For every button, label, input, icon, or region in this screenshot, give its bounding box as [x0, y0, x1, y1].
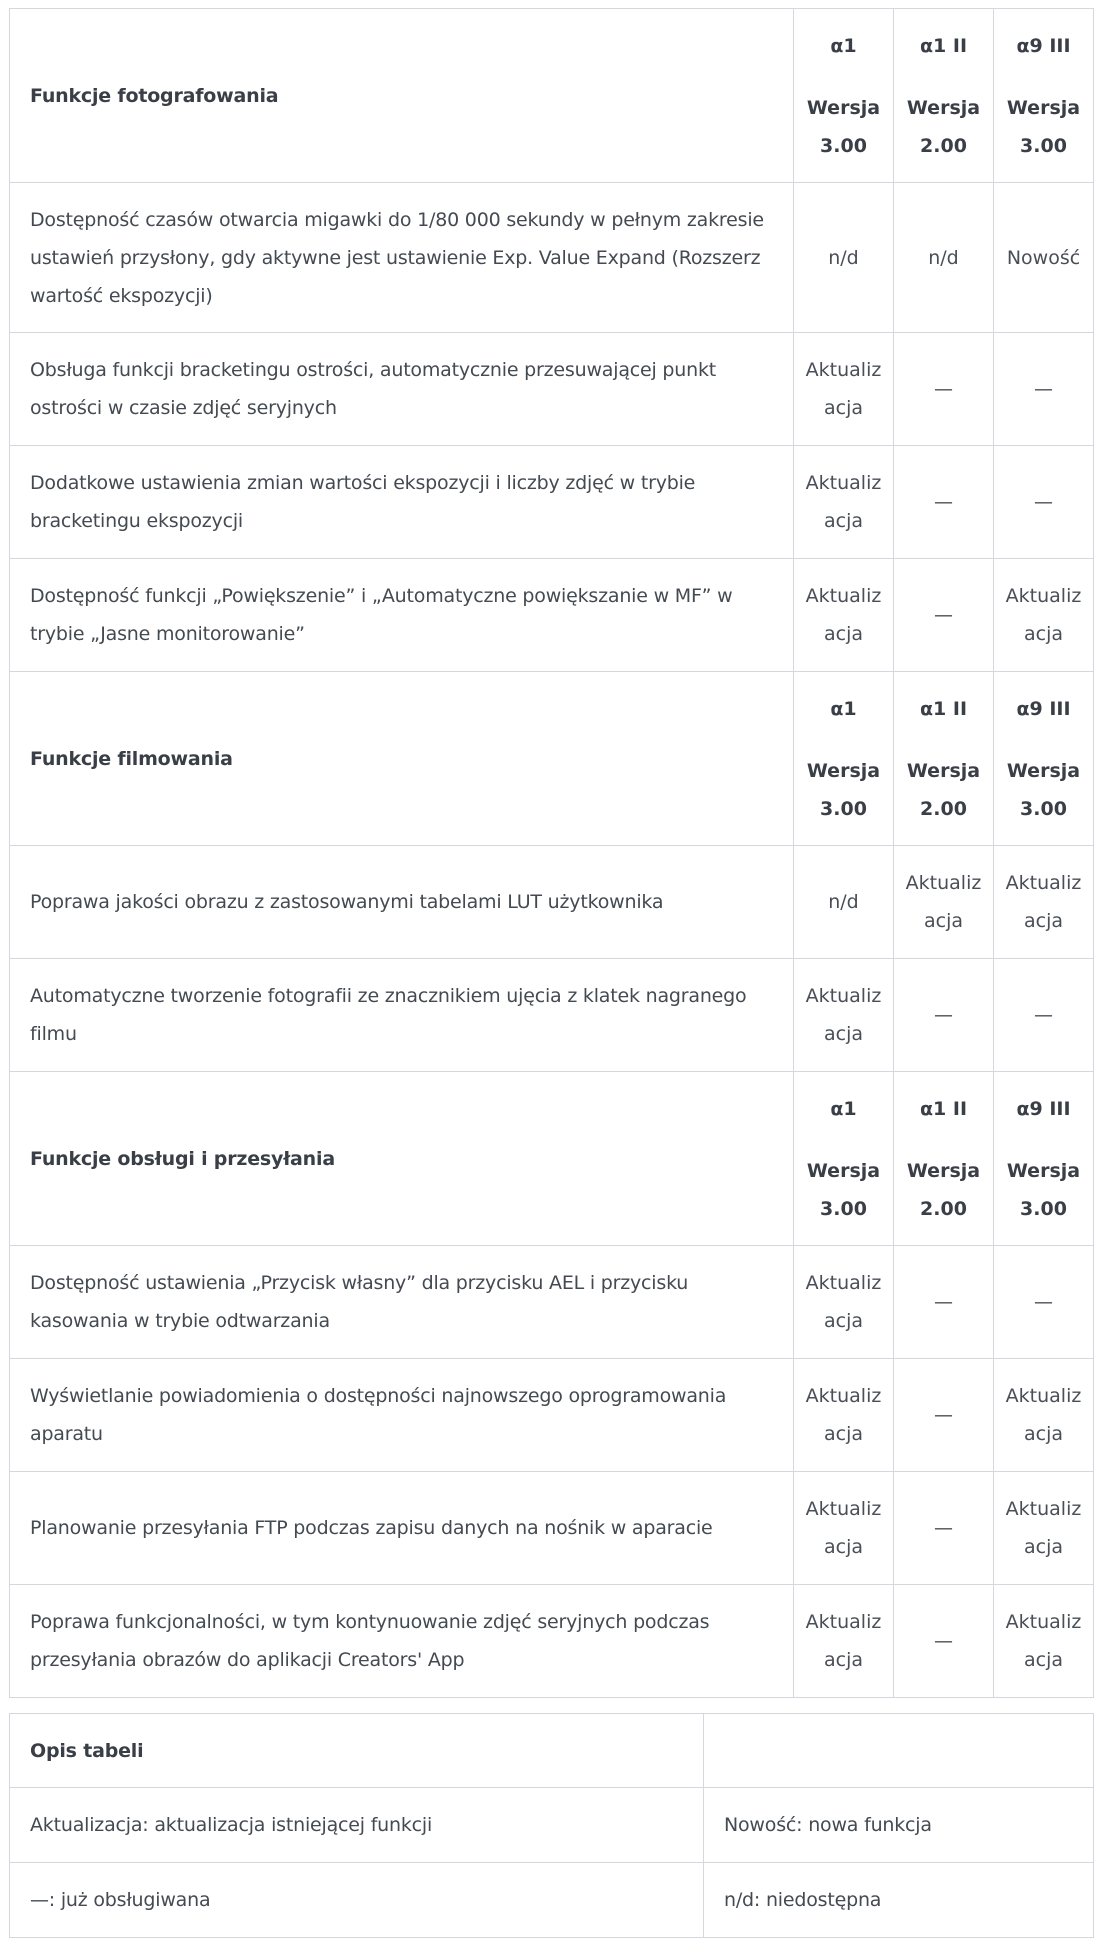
table-row — [10, 333, 1094, 446]
model-column-header — [894, 672, 994, 846]
status-cell: Aktualizacja — [994, 1359, 1094, 1472]
status-cell: — — [894, 333, 994, 446]
legend-title: Opis tabeli — [10, 1714, 704, 1788]
status-cell: — — [894, 1246, 994, 1359]
table-row — [10, 1472, 1094, 1585]
feature-description: Obsługa funkcji bracketingu ostrości, automatycznie przesuwającej punkt ostrości w czasie zdjęć seryjnych — [10, 333, 794, 446]
status-cell: Aktualizacja — [794, 446, 894, 559]
model-name: α9 III — [1016, 1097, 1071, 1120]
status-cell: — — [894, 446, 994, 559]
table-row — [10, 1585, 1094, 1698]
model-column-header — [794, 9, 894, 183]
feature-description: Wyświetlanie powiadomienia o dostępności najnowszego oprogramowania aparatu — [10, 1359, 794, 1472]
table-row — [10, 446, 1094, 559]
status-cell: — — [894, 1359, 994, 1472]
status-cell: — — [894, 959, 994, 1072]
status-cell: Aktualizacja — [994, 1585, 1094, 1698]
legend-table — [9, 1713, 1094, 1938]
firmware-version: Wersja 3.00 — [1006, 759, 1081, 820]
section-title: Funkcje filmowania — [10, 672, 794, 846]
status-cell: n/d — [794, 183, 894, 333]
status-cell: Aktualizacja — [794, 1472, 894, 1585]
feature-description: Planowanie przesyłania FTP podczas zapisu danych na nośnik w aparacie — [10, 1472, 794, 1585]
status-cell: Aktualizacja — [794, 333, 894, 446]
model-column-header — [794, 1072, 894, 1246]
section-title: Funkcje fotografowania — [10, 9, 794, 183]
feature-description: Dostępność funkcji „Powiększenie” i „Automatyczne powiększanie w MF” w trybie „Jasne monitorowanie” — [10, 559, 794, 672]
status-cell: Aktualizacja — [794, 559, 894, 672]
firmware-version: Wersja 3.00 — [806, 1159, 881, 1220]
legend-item: Nowość: nowa funkcja — [704, 1788, 1094, 1863]
model-name: α1 II — [919, 697, 968, 720]
table-row — [10, 559, 1094, 672]
firmware-version: Wersja 3.00 — [806, 759, 881, 820]
legend-empty-cell — [704, 1714, 1094, 1788]
legend-item: —: już obsługiwana — [10, 1863, 704, 1938]
model-column-header — [894, 9, 994, 183]
model-name: α1 — [830, 1097, 857, 1120]
feature-description: Dostępność ustawienia „Przycisk własny” dla przycisku AEL i przycisku kasowania w trybie odtwarzania — [10, 1246, 794, 1359]
status-cell: — — [994, 1246, 1094, 1359]
status-cell: — — [894, 559, 994, 672]
status-cell: n/d — [794, 846, 894, 959]
status-cell: Aktualizacja — [994, 846, 1094, 959]
model-column-header — [994, 9, 1094, 183]
legend-header-row — [10, 1714, 1094, 1788]
status-cell: Aktualizacja — [794, 1246, 894, 1359]
table-row — [10, 959, 1094, 1072]
model-name: α1 — [830, 697, 857, 720]
feature-description: Poprawa jakości obrazu z zastosowanymi tabelami LUT użytkownika — [10, 846, 794, 959]
firmware-version: Wersja 2.00 — [906, 96, 981, 157]
model-name: α1 — [830, 34, 857, 57]
model-name: α1 II — [919, 34, 968, 57]
status-cell: Aktualizacja — [894, 846, 994, 959]
status-cell: Nowość — [994, 183, 1094, 333]
status-cell: Aktualizacja — [994, 1472, 1094, 1585]
status-cell: — — [894, 1472, 994, 1585]
model-column-header — [794, 672, 894, 846]
table-row — [10, 1359, 1094, 1472]
model-column-header — [894, 1072, 994, 1246]
status-cell: Aktualizacja — [794, 1585, 894, 1698]
table-row — [10, 183, 1094, 333]
feature-description: Poprawa funkcjonalności, w tym kontynuowanie zdjęć seryjnych podczas przesyłania obrazów do aplikacji Creators' App — [10, 1585, 794, 1698]
model-column-header — [994, 1072, 1094, 1246]
firmware-version: Wersja 3.00 — [1006, 96, 1081, 157]
model-name: α1 II — [919, 1097, 968, 1120]
status-cell: — — [994, 446, 1094, 559]
firmware-comparison-table — [9, 8, 1094, 1698]
model-name: α9 III — [1016, 34, 1071, 57]
model-column-header — [994, 672, 1094, 846]
model-name: α9 III — [1016, 697, 1071, 720]
section-title: Funkcje obsługi i przesyłania — [10, 1072, 794, 1246]
firmware-version: Wersja 2.00 — [906, 759, 981, 820]
firmware-version: Wersja 2.00 — [906, 1159, 981, 1220]
feature-description: Dodatkowe ustawienia zmian wartości ekspozycji i liczby zdjęć w trybie bracketingu ekspozycji — [10, 446, 794, 559]
section-header-row — [10, 672, 1094, 846]
firmware-version: Wersja 3.00 — [1006, 1159, 1081, 1220]
firmware-version: Wersja 3.00 — [806, 96, 881, 157]
legend-item: Aktualizacja: aktualizacja istniejącej funkcji — [10, 1788, 704, 1863]
status-cell: — — [994, 959, 1094, 1072]
legend-row — [10, 1863, 1094, 1938]
feature-description: Automatyczne tworzenie fotografii ze znacznikiem ujęcia z klatek nagranego filmu — [10, 959, 794, 1072]
section-header-row — [10, 1072, 1094, 1246]
section-header-row — [10, 9, 1094, 183]
status-cell: Aktualizacja — [794, 1359, 894, 1472]
feature-description: Dostępność czasów otwarcia migawki do 1/80 000 sekundy w pełnym zakresie ustawień przysłony, gdy aktywne jest ustawienie Exp. Value Expand (Rozszerz wartość ekspozycji) — [10, 183, 794, 333]
status-cell: — — [894, 1585, 994, 1698]
status-cell: Aktualizacja — [794, 959, 894, 1072]
legend-row — [10, 1788, 1094, 1863]
table-row — [10, 1246, 1094, 1359]
status-cell: — — [994, 333, 1094, 446]
legend-item: n/d: niedostępna — [704, 1863, 1094, 1938]
status-cell: n/d — [894, 183, 994, 333]
status-cell: Aktualizacja — [994, 559, 1094, 672]
table-row — [10, 846, 1094, 959]
